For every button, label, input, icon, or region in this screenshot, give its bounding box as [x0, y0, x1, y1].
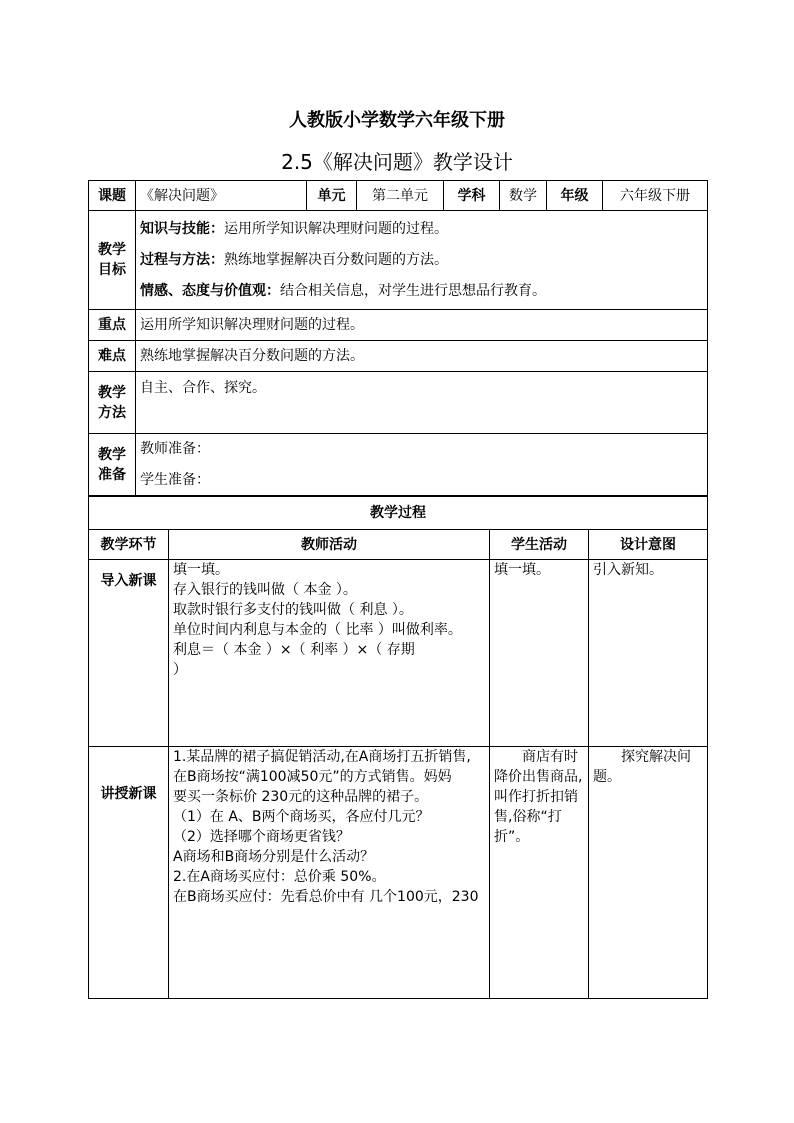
method-text: 自主、合作、探究。 [136, 372, 708, 434]
unit-value: 第二单元 [357, 181, 444, 211]
method-row [89, 372, 708, 434]
header-stage: 教学环节 [89, 530, 169, 560]
lesson-line: 在B商场按“满100减50元”的方式销售。妈妈 [173, 769, 452, 785]
header-intent: 设计意图 [589, 530, 708, 560]
topic-value: 《解决问题》 [136, 181, 307, 211]
goals-row [89, 211, 708, 310]
key-point-text: 运用所学知识解决理财问题的过程。 [136, 310, 708, 341]
intro-teacher [169, 560, 490, 747]
intro-line: 单位时间内利息与本金的（ 比率 ）叫做利率。 [173, 622, 462, 638]
topic-label: 课题 [89, 181, 136, 211]
lesson-stage: 讲授新课 [89, 747, 169, 999]
goal-attitude: 情感、态度与价值观：结合相关信息，对学生进行思想品行教育。 [140, 282, 546, 299]
key-point-row [89, 310, 708, 341]
subject-label: 学科 [444, 181, 500, 211]
lesson-line: （1）在 A、B两个商场买，各应付几元？ [173, 809, 430, 825]
prep-row [89, 434, 708, 497]
document-subtitle: 2.5《解决问题》教学设计 [281, 150, 513, 174]
difficulty-label: 难点 [89, 341, 136, 372]
header-student: 学生活动 [490, 530, 589, 560]
grade-value: 六年级下册 [603, 181, 708, 211]
lesson-line: A商场和B商场分别是什么活动？ [173, 849, 375, 865]
prep-label: 教学 准备 [89, 434, 136, 497]
key-point-label: 重点 [89, 310, 136, 341]
header-teacher: 教师活动 [169, 530, 490, 560]
lesson-line: 2.在A商场买应付：总价乘 50%。 [173, 869, 386, 885]
lesson-teacher [169, 747, 490, 999]
unit-label: 单元 [307, 181, 357, 211]
lesson-line: （2）选择哪个商场更省钱？ [173, 829, 350, 845]
prep-teacher: 教师准备： [140, 441, 210, 457]
info-table [88, 180, 708, 497]
grade-label: 年级 [547, 181, 603, 211]
goals-content [136, 211, 708, 310]
lesson-row [89, 747, 708, 999]
intro-stage: 导入新课 [89, 560, 169, 747]
intro-line: 利息＝（ 本金 ）×（ 利率 ）×（ 存期 [173, 642, 415, 658]
intro-intent: 引入新知。 [589, 560, 708, 747]
header-row [89, 181, 708, 211]
goals-label: 教学 目标 [89, 211, 136, 310]
intro-line: ） [173, 662, 187, 678]
subject-value: 数学 [500, 181, 547, 211]
prep-student: 学生准备： [140, 472, 210, 488]
intro-student: 填一填。 [490, 560, 589, 747]
intro-line: 填一填。 [173, 562, 229, 578]
method-label: 教学 方法 [89, 372, 136, 434]
intro-line: 取款时银行多支付的钱叫做（ 利息 ）。 [173, 602, 413, 618]
document-title: 人教版小学数学六年级下册 [289, 110, 505, 131]
process-title-row [89, 496, 708, 530]
intro-line: 存入银行的钱叫做（ 本金 ）。 [173, 582, 357, 598]
lesson-line: 要买一条标价 230元的这种品牌的裙子。 [173, 789, 429, 805]
goal-process: 过程与方法：熟练地掌握解决百分数问题的方法。 [140, 251, 448, 268]
goal-knowledge: 知识与技能：运用所学知识解决理财问题的过程。 [140, 220, 448, 237]
lesson-line: 1.某品牌的裙子搞促销活动,在A商场打五折销售, [173, 749, 471, 765]
process-table [88, 495, 708, 999]
process-title: 教学过程 [89, 496, 708, 530]
difficulty-row [89, 341, 708, 372]
lesson-line: 在B商场买应付：先看总价中有 几个100元，230 [173, 889, 479, 905]
process-header-row [89, 530, 708, 560]
lesson-student: 商店有时 降价出售商品, 叫作打折扣销 售,俗称“打 折”。 [490, 747, 589, 999]
prep-content [136, 434, 708, 497]
lesson-intent: 探究解决问 题。 [589, 747, 708, 999]
difficulty-text: 熟练地掌握解决百分数问题的方法。 [136, 341, 708, 372]
intro-row [89, 560, 708, 747]
